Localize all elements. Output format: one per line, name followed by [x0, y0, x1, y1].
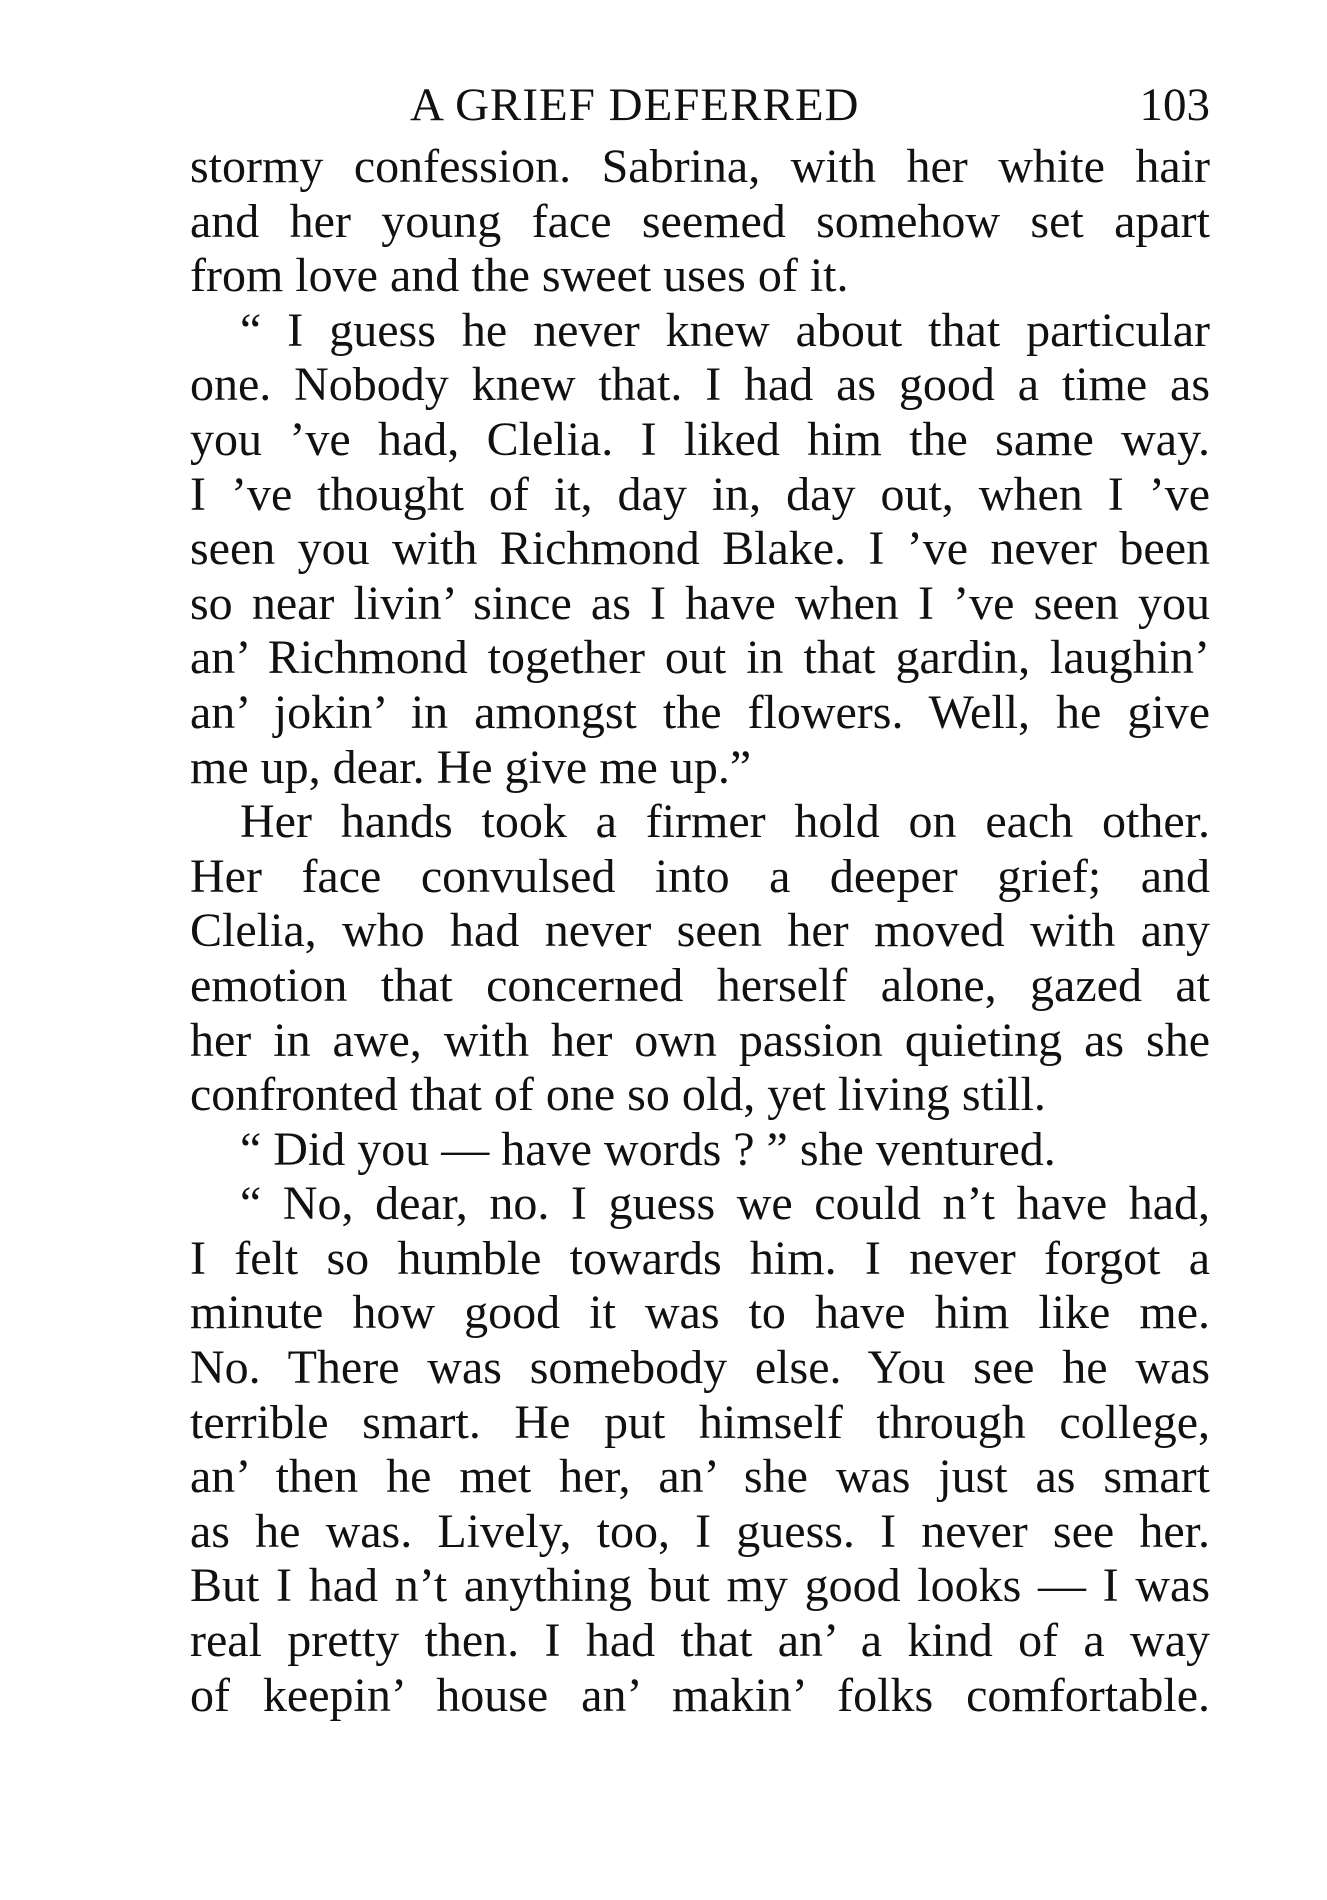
- text-line: Clelia, who had never seen her moved with any: [190, 904, 1210, 958]
- text-line: No. There was somebody else. You see he was: [190, 1341, 1210, 1395]
- text-line: of keepin’ house an’ makin’ folks comfortable.: [190, 1668, 1210, 1722]
- text-line: But I had n’t anything but my good looks — I was: [190, 1559, 1210, 1613]
- text-line: emotion that concerned herself alone, gazed at: [190, 958, 1210, 1012]
- text-line: real pretty then. I had that an’ a kind of a way: [190, 1614, 1210, 1668]
- running-title: A GRIEF DEFERRED: [410, 79, 860, 131]
- text-line: one. Nobody knew that. I had as good a time as: [190, 358, 1210, 412]
- text-line: you ’ve had, Clelia. I liked him the same way.: [190, 412, 1210, 466]
- body-text: [190, 140, 1210, 1723]
- text-line: seen you with Richmond Blake. I ’ve never been: [190, 522, 1210, 576]
- text-line: “ I guess he never knew about that particular: [240, 303, 1210, 357]
- text-line: “ No, dear, no. I guess we could n’t have had,: [240, 1177, 1210, 1231]
- text-line: “ Did you — have words ? ” she ventured.: [240, 1122, 1056, 1176]
- text-line: so near livin’ since as I have when I ’ve seen you: [190, 576, 1210, 630]
- text-line: from love and the sweet uses of it.: [190, 249, 849, 303]
- text-line: her in awe, with her own passion quieting as she: [190, 1013, 1210, 1067]
- text-line: minute how good it was to have him like me.: [190, 1286, 1210, 1340]
- text-line: and her young face seemed somehow set apart: [190, 194, 1210, 248]
- page-header: [190, 70, 1210, 140]
- text-line: an’ jokin’ in amongst the flowers. Well, he give: [190, 685, 1210, 739]
- book-page: [190, 70, 1210, 1723]
- text-line: an’ Richmond together out in that gardin, laughin’: [190, 631, 1210, 685]
- text-line: Her hands took a firmer hold on each other.: [240, 795, 1210, 849]
- text-line: confronted that of one so old, yet living still.: [190, 1068, 1046, 1122]
- text-line: Her face convulsed into a deeper grief; and: [190, 849, 1210, 903]
- text-line: as he was. Lively, too, I guess. I never see her.: [190, 1504, 1210, 1558]
- text-line: I ’ve thought of it, day in, day out, when I ’ve: [190, 467, 1210, 521]
- text-line: terrible smart. He put himself through college,: [190, 1395, 1210, 1449]
- text-line: me up, dear. He give me up.”: [190, 740, 752, 794]
- text-line: an’ then he met her, an’ she was just as smart: [190, 1450, 1210, 1504]
- text-line: stormy confession. Sabrina, with her white hair: [190, 140, 1210, 193]
- text-line: I felt so humble towards him. I never forgot a: [190, 1231, 1210, 1285]
- page-number: 103: [1139, 79, 1210, 131]
